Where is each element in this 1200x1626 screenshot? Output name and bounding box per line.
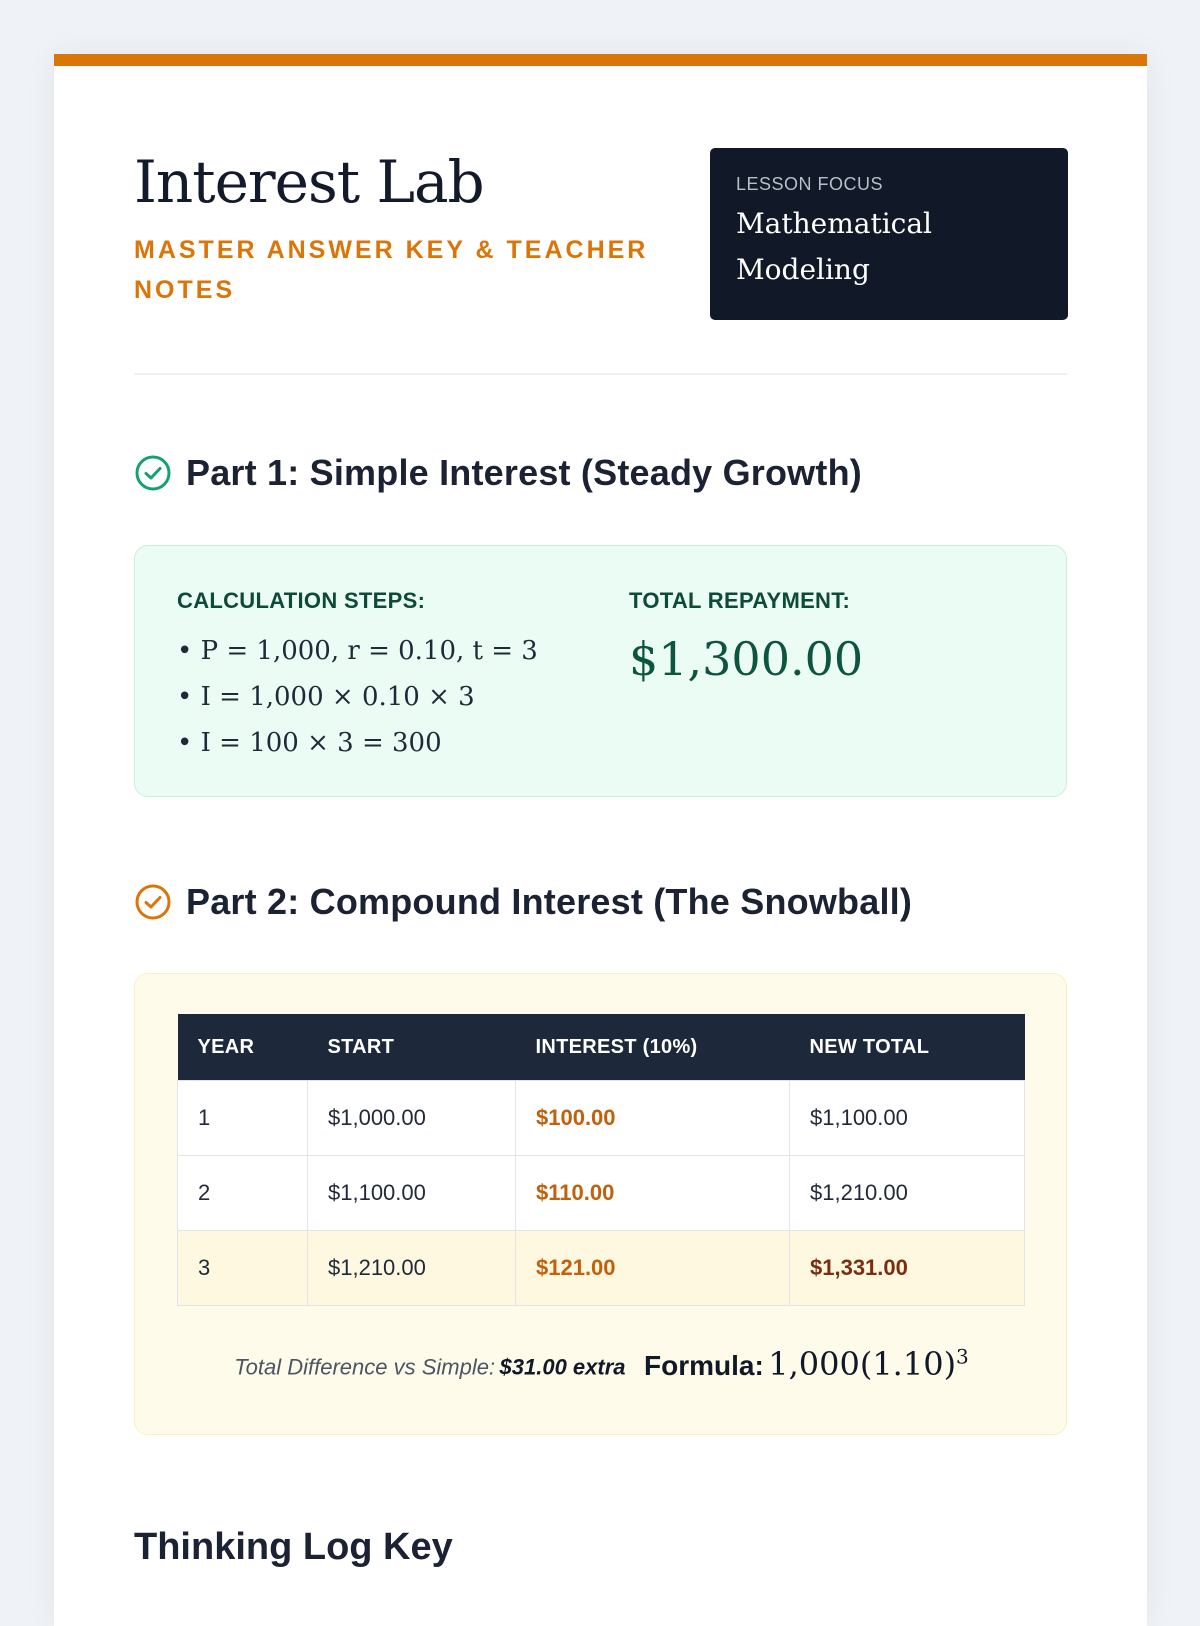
total-repayment-label: TOTAL REPAYMENT: — [629, 588, 851, 613]
lesson-focus-box — [710, 148, 1068, 320]
cell-year: 3 — [178, 1231, 308, 1306]
lesson-focus-value — [736, 201, 1042, 293]
formula-value — [768, 1345, 969, 1383]
column-header-new-total: NEW TOTAL — [790, 1014, 1025, 1081]
cell-new-total: $1,210.00 — [790, 1156, 1025, 1231]
calculation-steps — [177, 588, 538, 766]
check-circle-icon — [134, 454, 172, 492]
part1-heading-row — [134, 452, 862, 494]
cell-interest: $121.00 — [516, 1231, 790, 1306]
column-header-interest: INTEREST (10%) — [516, 1014, 790, 1081]
thinking-log-heading: Thinking Log Key — [134, 1526, 453, 1568]
table-row — [178, 1156, 1025, 1231]
total-repayment — [629, 588, 863, 686]
lesson-focus-label: LESSON FOCUS — [736, 174, 884, 194]
cell-new-total: $1,100.00 — [790, 1081, 1025, 1156]
part1-heading: Part 1: Simple Interest (Steady Growth) — [186, 452, 862, 493]
calculation-steps-label: CALCULATION STEPS: — [177, 588, 426, 613]
step-item: • P = 1,000, r = 0.10, t = 3 — [177, 636, 538, 666]
check-circle-icon — [134, 883, 172, 921]
total-repayment-value: $1,300.00 — [629, 632, 864, 686]
lesson-focus-line-1: Mathematical — [736, 207, 932, 240]
step-item: • I = 1,000 × 0.10 × 3 — [177, 682, 475, 712]
compound-summary — [135, 1344, 1068, 1383]
cell-interest: $100.00 — [516, 1081, 790, 1156]
page-subtitle: MASTER ANSWER KEY & TEACHER NOTES — [134, 236, 649, 304]
formula-base: 1,000(1.10) — [768, 1344, 957, 1383]
cell-start: $1,210.00 — [308, 1231, 516, 1306]
table-row-final — [178, 1231, 1025, 1306]
step-text-2: I = 1,000 × 0.10 × 3 — [200, 682, 475, 712]
step-text-3: I = 100 × 3 = 300 — [200, 728, 442, 758]
compound-interest-card — [134, 973, 1067, 1435]
table-header-row — [178, 1014, 1025, 1081]
formula-label: Formula: — [643, 1349, 764, 1381]
step-text-1: P = 1,000, r = 0.10, t = 3 — [200, 636, 538, 666]
part2-heading: Part 2: Compound Interest (The Snowball) — [186, 881, 913, 922]
cell-new-total-final: $1,331.00 — [790, 1231, 1025, 1306]
table-row — [178, 1081, 1025, 1156]
steps-list — [177, 628, 538, 766]
lesson-focus-line-2: Modeling — [736, 253, 870, 286]
difference-text: Total Difference vs Simple: — [234, 1354, 496, 1380]
cell-start: $1,100.00 — [308, 1156, 516, 1231]
column-header-start: START — [308, 1014, 516, 1081]
column-header-year: YEAR — [178, 1014, 308, 1081]
step-item: • I = 100 × 3 = 300 — [177, 728, 442, 758]
header-divider — [134, 373, 1067, 375]
answer-key-sheet — [54, 54, 1147, 1626]
cell-year: 2 — [178, 1156, 308, 1231]
part2-heading-row — [134, 881, 912, 923]
simple-interest-card — [134, 545, 1067, 797]
page-title: Interest Lab — [134, 148, 484, 216]
difference-value: $31.00 extra — [499, 1354, 626, 1380]
compound-table — [177, 1014, 1025, 1306]
cell-year: 1 — [178, 1081, 308, 1156]
cell-interest: $110.00 — [516, 1156, 790, 1231]
formula-exponent: 3 — [956, 1344, 969, 1368]
cell-start: $1,000.00 — [308, 1081, 516, 1156]
